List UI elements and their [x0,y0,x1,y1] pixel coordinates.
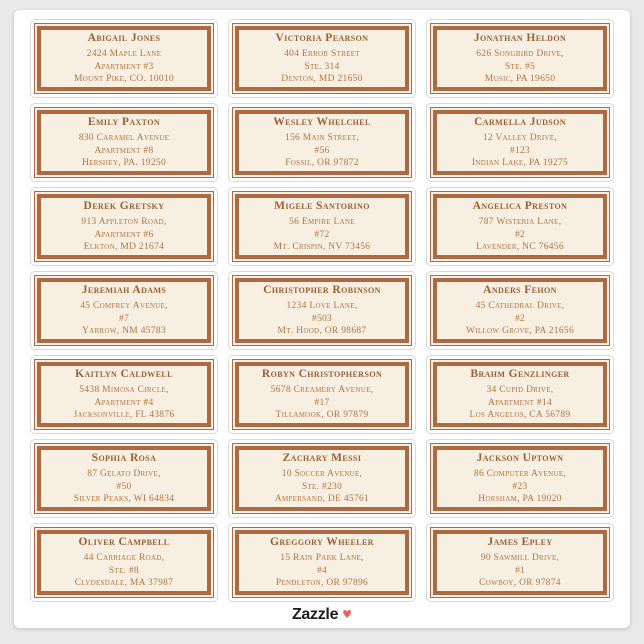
label-inner-frame [433,278,607,343]
label-outer-frame [430,443,610,514]
address-line-3: Cowboy, OR 97874 [479,578,561,589]
label-outer-frame [34,23,214,94]
label-inner-frame [235,26,409,91]
address-label-sticker [30,187,218,266]
address-line-3: Elkton, MD 21674 [83,242,165,253]
address-label-sticker [228,439,416,518]
address-label-sticker [426,523,614,602]
address-line-1: 56 Empire Lane [289,217,355,228]
label-outer-frame [430,359,610,430]
recipient-name: Carmella Judson [474,116,566,129]
address-line-2: Apartment #4 [94,397,154,408]
address-label-sticker [30,523,218,602]
recipient-name: Anders Fehon [483,284,557,297]
sticker-sheet [14,10,630,628]
recipient-name: Zachary Messi [282,452,362,465]
address-line-1: 10 Soccer Avenue, [281,469,363,480]
address-line-3: Lavender, NC 76456 [476,242,564,253]
label-outer-frame [430,527,610,598]
label-outer-frame [34,191,214,262]
recipient-name: Jonathan Heldon [473,32,567,45]
address-line-2: #50 [116,481,132,492]
address-line-1: 45 Cathedral Drive, [475,301,565,312]
address-line-2: #2 [514,313,526,324]
label-inner-frame [433,194,607,259]
label-inner-frame [235,446,409,511]
label-outer-frame [232,527,412,598]
label-outer-frame [34,107,214,178]
address-label-sticker [228,19,416,98]
address-line-2: #23 [512,481,528,492]
recipient-name: Jeremiah Adams [81,284,167,297]
address-line-1: 626 Songbird Drive, [476,49,564,60]
address-line-3: Los Angelos, CA 56789 [469,410,571,421]
label-inner-frame [37,362,211,427]
address-label-sticker [30,271,218,350]
address-line-3: Fossil, OR 97872 [285,158,359,169]
address-label-sticker [30,439,218,518]
address-line-3: Tillamook, OR 97879 [275,410,369,421]
address-line-2: #503 [311,313,333,324]
address-label-sticker [228,103,416,182]
zazzle-wordmark: Zazzle [291,606,339,623]
address-line-3: Willow Grove, PA 21656 [465,326,575,337]
address-label-sticker [30,355,218,434]
address-line-3: Jacksonville, FL 43876 [73,410,175,421]
address-line-3: Clydesdale, MA 37987 [74,578,174,589]
recipient-name: Migele Santorino [274,200,370,213]
address-line-2: #72 [314,229,330,240]
label-inner-frame [433,530,607,595]
address-label-sticker [426,439,614,518]
address-line-3: Indian Lake, PA 19275 [471,158,569,169]
recipient-name: Robyn Christopherson [261,368,383,381]
label-outer-frame [232,23,412,94]
address-line-3: Mt. Crispin, NV 73456 [273,242,371,253]
label-outer-frame [232,275,412,346]
address-line-2: #4 [316,565,328,576]
label-inner-frame [37,110,211,175]
recipient-name: Derek Gretsky [83,200,165,213]
label-inner-frame [433,362,607,427]
label-outer-frame [34,527,214,598]
address-line-1: 830 Caramel Avenue [78,133,170,144]
address-line-2: Ste. #8 [108,565,140,576]
recipient-name: Victoria Pearson [275,32,369,45]
recipient-name: Christopher Robinson [263,284,381,297]
address-line-1: 913 Appleton Road, [81,217,167,228]
recipient-name: Kaitlyn Caldwell [75,368,173,381]
address-label-sticker [426,187,614,266]
address-line-2: #56 [314,145,330,156]
label-outer-frame [232,107,412,178]
label-inner-frame [235,194,409,259]
address-line-2: #1 [514,565,526,576]
address-label-sticker [426,103,614,182]
address-line-1: 1234 Love Lane, [286,301,358,312]
address-line-2: #7 [118,313,130,324]
label-outer-frame [430,107,610,178]
label-inner-frame [235,530,409,595]
address-line-2: Ste. #230 [301,481,343,492]
label-outer-frame [430,275,610,346]
label-inner-frame [433,446,607,511]
label-outer-frame [430,191,610,262]
label-outer-frame [34,275,214,346]
address-line-3: Hershey, PA. 19250 [81,158,166,169]
address-line-3: Horsham, PA 19020 [478,494,562,505]
label-outer-frame [232,443,412,514]
recipient-name: Emily Paxton [87,116,161,129]
address-line-3: Ampersand, DE 45761 [274,494,370,505]
address-line-3: Pendleton, OR 97896 [275,578,369,589]
address-line-3: Mt. Hood, OR 98687 [277,326,367,337]
label-inner-frame [235,362,409,427]
address-line-1: 404 Error Street [284,49,360,60]
address-label-sticker [228,523,416,602]
address-line-2: Apartment #8 [94,145,154,156]
address-line-1: 87 Gelato Drive, [87,469,161,480]
address-label-sticker [426,355,614,434]
label-outer-frame [430,23,610,94]
address-line-3: Silver Peaks, WI 64834 [73,494,175,505]
address-line-1: 156 Main Street, [284,133,360,144]
recipient-name: James Epley [487,536,553,549]
recipient-name: Angelica Preston [472,200,568,213]
address-line-1: 15 Rain Park Lane, [280,553,364,564]
address-line-1: 45 Comfrey Avenue, [80,301,168,312]
label-inner-frame [37,194,211,259]
address-line-2: #17 [314,397,330,408]
label-inner-frame [433,110,607,175]
address-line-2: #2 [514,229,526,240]
address-line-1: 787 Wisteria Lane, [478,217,562,228]
recipient-name: Jackson Uptown [476,452,564,465]
address-line-1: 34 Cupid Drive, [486,385,554,396]
address-label-sticker [30,103,218,182]
address-label-sticker [228,355,416,434]
address-line-3: Denton, MD 21650 [281,74,363,85]
address-label-sticker [228,187,416,266]
recipient-name: Brahm Genzlinger [470,368,570,381]
label-inner-frame [433,26,607,91]
address-line-1: 86 Computer Avenue, [473,469,567,480]
recipient-name: Abigail Jones [87,32,161,45]
address-line-3: Mount Pike, CO. 10010 [74,74,174,85]
recipient-name: Sophia Rosa [91,452,157,465]
address-line-3: Music, PA 19650 [484,74,556,85]
address-label-sticker [426,271,614,350]
address-line-2: Apartment #6 [94,229,154,240]
label-grid [14,10,630,602]
address-line-1: 90 Sawmill Drive, [480,553,560,564]
address-label-sticker [228,271,416,350]
recipient-name: Wesley Whelchel [273,116,371,129]
label-inner-frame [37,530,211,595]
address-line-1: 12 Valley Drive, [482,133,558,144]
address-label-sticker [30,19,218,98]
label-outer-frame [232,191,412,262]
address-line-1: 5678 Creamery Avenue, [270,385,374,396]
label-outer-frame [232,359,412,430]
label-outer-frame [34,443,214,514]
address-line-2: Ste. 314 [304,61,340,72]
label-inner-frame [37,26,211,91]
recipient-name: Oliver Campbell [78,536,170,549]
address-line-3: Yarrow, NM 45783 [82,326,166,337]
label-inner-frame [235,110,409,175]
label-outer-frame [34,359,214,430]
zazzle-logo [14,606,630,624]
address-line-2: #123 [509,145,531,156]
label-inner-frame [235,278,409,343]
address-line-2: Apartment #3 [94,61,154,72]
recipient-name: Greggory Wheeler [270,536,374,549]
address-line-1: 2424 Maple Lane [86,49,162,60]
label-inner-frame [37,446,211,511]
address-label-sticker [426,19,614,98]
address-line-1: 44 Carriage Road, [83,553,165,564]
address-line-2: Apartment #14 [487,397,553,408]
label-inner-frame [37,278,211,343]
address-line-1: 5438 Mimosa Circle, [79,385,169,396]
heart-icon: ♥ [342,608,353,621]
address-line-2: Ste. #5 [504,61,536,72]
